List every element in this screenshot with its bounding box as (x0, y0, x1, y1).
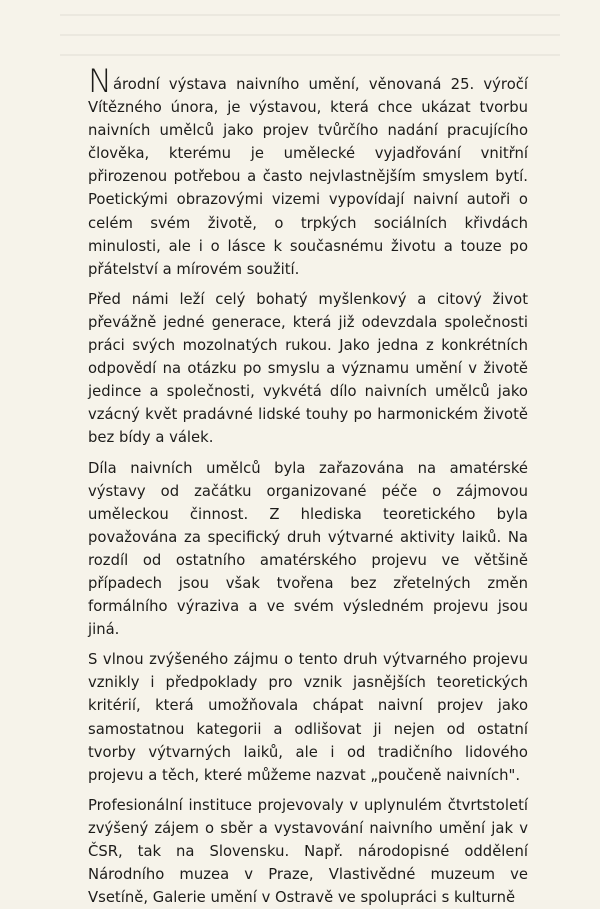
paragraph-text: Díla naivních umělců byla zařazována na amatérské výstavy od začátku organizované péče o zájmovou uměleckou činnost. Z hlediska teoretického byla považována za specifický druh výtvarné aktivity laiků. Na rozdíl od ostatního amatérského projevu ve většině případech jsou však tvořena bez zřetelných změn formálního výraziva a ve svém výsledném projevu jsou jiná. (88, 459, 528, 639)
paragraph (88, 288, 528, 450)
paragraph (88, 62, 528, 281)
paragraph (88, 457, 528, 642)
paragraph-text: árodní výstava naivního umění, věnovaná 25. výročí Vítězného února, je výstavou, která chce ukázat tvorbu naivních umělců jako projev tvůrčího nadání pracujícího člověka, kterému je umělecké vyjadřování vnitřní přirozenou potřebou a často nejvlastnějším smyslem bytí. Poetickými obrazovými vizemi vypovídají naivní autoři o celém svém životě, o trpkých sociálních křivdách minulosti, ale i o lásce k současnému životu a touze po přátelství a mírovém soužití. (88, 76, 528, 278)
dropcap: N (88, 62, 112, 100)
paragraph (88, 648, 528, 787)
paragraph (88, 794, 528, 909)
paragraph-text: Profesionální instituce projevovaly v uplynulém čtvrtstoletí zvýšený zájem o sběr a vystavování naivního umění jak v ČSR, tak na Slovensku. Např. národopisné oddělení Národního muzea v Praze, Vlastivědné muzeum ve Vsetíně, Galerie umění v Ostravě ve spolupráci s kulturně (88, 796, 528, 907)
bleed-through-text (60, 4, 560, 64)
paragraph-text: Před námi leží celý bohatý myšlenkový a citový život převážně jedné generace, která již odevzdala společnosti práci svých mozolnatých rukou. Jako jedna z konkrétních odpovědí na otázku po smyslu a významu umění v životě jedince a společnosti, vykvétá dílo naivních umělců jako vzácný květ pradávné lidské touhy po harmonickém životě bez bídy a válek. (88, 290, 528, 447)
body-text (88, 62, 528, 909)
paragraph-text: S vlnou zvýšeného zájmu o tento druh výtvarného projevu vznikly i předpoklady pro vznik jasnějších teoretických kritérií, která umožňovala chápat naivní projev jako samostatnou kategorii a odlišovat ji nejen od ostatní tvorby výtvarných laiků, ale i od tradičního lidového projevu a těch, které můžeme nazvat „poučeně naivních". (88, 651, 528, 784)
